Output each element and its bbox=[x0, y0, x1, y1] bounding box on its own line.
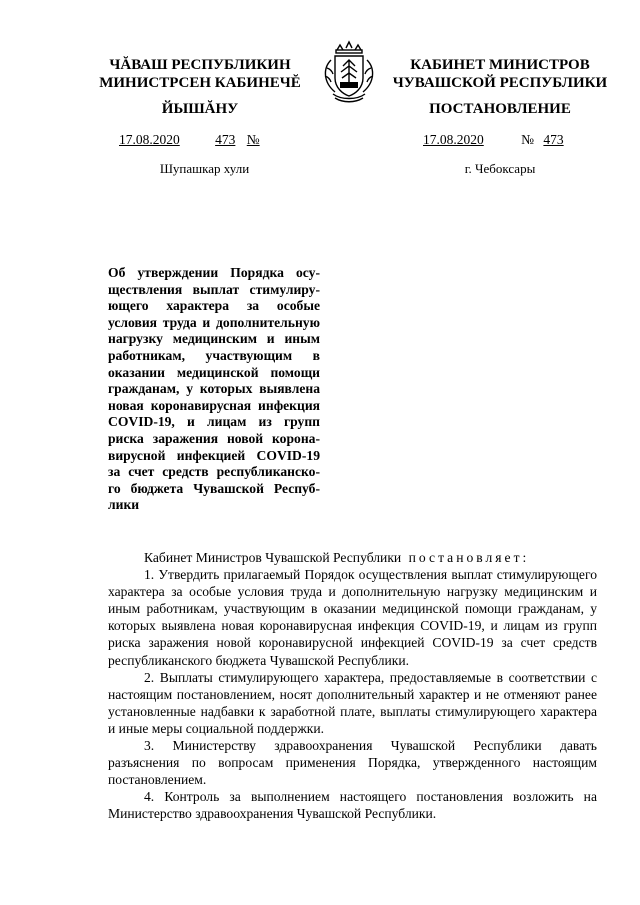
coat-of-arms-emblem bbox=[313, 40, 385, 110]
right-doc-type: ПОСТАНОВЛЕНИЕ bbox=[429, 101, 571, 117]
right-number: 473 bbox=[543, 132, 564, 147]
document-body bbox=[108, 549, 597, 823]
right-header-line1: КАБИНЕТ МИНИСТРОВ bbox=[410, 57, 590, 73]
title-line: Об утверждении Порядка осу- bbox=[108, 265, 320, 280]
paragraph-1: 1. Утвердить прилагаемый Порядок осуществления выплат стимулирующего характера за особые условия труда и дополнительную нагрузку медицинским и иным работникам, участвующим в оказании медицинской помощи гражданам, у которых выявлена новая коронавирусная инфекция COVID-19, и лицам из групп риска заражения новой коронавирусной инфекцией COVID-19 за счет средств республиканского бюджета Чувашской Республики. bbox=[108, 567, 597, 668]
left-date: 17.08.2020 bbox=[119, 132, 180, 147]
right-header-org bbox=[385, 56, 615, 92]
title-line: гражданам, у которых выявлена bbox=[108, 381, 320, 397]
left-date-number bbox=[97, 132, 312, 148]
title-line: риска заражения новой корона- bbox=[108, 430, 320, 446]
intro-paragraph bbox=[108, 549, 597, 566]
title-line: лики bbox=[108, 497, 140, 513]
title-line: нагрузку медицинским и иным bbox=[108, 331, 320, 347]
left-header-line1: ЧĂВАШ РЕСПУБЛИКИН bbox=[109, 57, 291, 73]
title-line: вирусной инфекцией COVID-19 bbox=[108, 447, 320, 463]
title-line: условия труда и дополнительную bbox=[108, 314, 320, 330]
coat-of-arms-icon bbox=[313, 40, 385, 110]
paragraph-2: 2. Выплаты стимулирующего характера, предоставляемые в соответствии с настоящим постановлением, носят дополнительный характер и не отменяют ранее установленные надбавки к заработной плате, выплаты стимулирующего характера и иные меры социальной поддержки. bbox=[108, 669, 597, 736]
left-number-sign: № bbox=[246, 132, 260, 147]
title-line: го бюджета Чувашской Респуб- bbox=[108, 480, 320, 496]
title-line: ществления выплат стимулиру- bbox=[108, 281, 320, 297]
right-city: г. Чебоксары bbox=[464, 161, 536, 176]
left-header-org bbox=[90, 56, 310, 92]
paragraph-3: 3. Министерству здравоохранения Чувашской Республики давать разъяснения по вопросам применения Порядка, утвержденного настоящим постановлением. bbox=[108, 738, 597, 788]
title-line: оказании медицинской помощи bbox=[108, 364, 320, 380]
title-line: COVID-19, и лицам из групп bbox=[108, 414, 320, 430]
left-city: Шупашкар хули bbox=[159, 161, 250, 176]
right-header-line2: ЧУВАШСКОЙ РЕСПУБЛИКИ bbox=[392, 75, 608, 91]
left-number: 473 bbox=[215, 132, 236, 147]
right-number-sign: № bbox=[521, 132, 535, 147]
title-line: работникам, участвующим в bbox=[108, 347, 320, 363]
intro-verb: постановляет: bbox=[408, 550, 530, 565]
left-doc-type: ЙЫШĂНУ bbox=[161, 101, 239, 117]
left-header-line2: МИНИСТРСЕН КАБИНЕЧĔ bbox=[99, 75, 301, 91]
intro-subject: Кабинет Министров Чувашской Республики bbox=[144, 550, 402, 565]
paragraph-4: 4. Контроль за выполнением настоящего постановления возложить на Министерство здравоохранения Чувашской Республики. bbox=[108, 789, 597, 822]
right-date: 17.08.2020 bbox=[423, 132, 484, 147]
document-title bbox=[108, 265, 320, 514]
right-date-number bbox=[395, 132, 605, 148]
title-line: новая коронавирусная инфекция bbox=[108, 397, 320, 413]
title-line: ющего характера за особые bbox=[108, 298, 320, 314]
title-line: за счет средств республиканско- bbox=[108, 464, 320, 480]
